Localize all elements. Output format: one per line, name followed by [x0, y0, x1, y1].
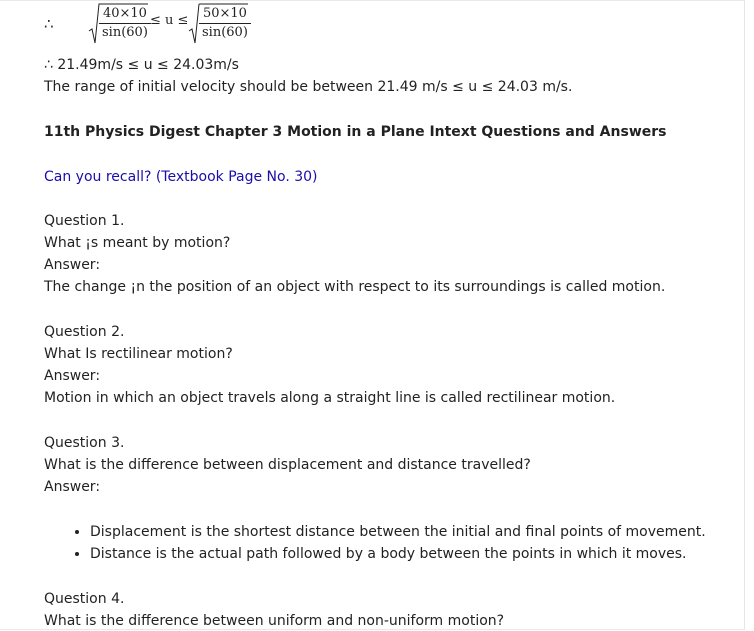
top-divider — [0, 0, 744, 1]
left-numerator: 40×10 — [102, 6, 147, 21]
question-3-label: Question 3. — [44, 435, 125, 451]
question-2-label: Question 2. — [44, 324, 125, 340]
list-item: • Distance is the actual path followed by a body between the points in which it moves. — [90, 543, 706, 565]
left-root-fraction — [88, 3, 148, 45]
question-2-text: What Is rectilinear motion? — [44, 346, 233, 362]
right-fraction — [199, 5, 251, 42]
question-1-text: What ¡s meant by motion? — [44, 235, 231, 251]
question-3-text: What is the difference between displacement and distance travelled? — [44, 457, 531, 473]
question-3-answer-list — [70, 521, 706, 565]
question-1-answer: The change ¡n the position of an object with respect to its surroundings is called motion. — [44, 279, 666, 295]
inequality-relation: ≤ u ≤ — [150, 13, 189, 28]
therefore-symbol: ∴ — [44, 15, 54, 33]
section-heading: 11th Physics Digest Chapter 3 Motion in a Plane Intext Questions and Answers — [44, 124, 667, 140]
question-2-answer: Motion in which an object travels along a straight line is called rectilinear motion. — [44, 390, 616, 406]
right-denominator: sin(60) — [202, 25, 248, 40]
range-line: The range of initial velocity should be between 21.49 m/s ≤ u ≤ 24.03 m/s. — [44, 79, 573, 95]
question-4-text: What is the difference between uniform and non-uniform motion? — [44, 613, 505, 629]
result-line: ∴ 21.49m/s ≤ u ≤ 24.03m/s — [44, 57, 239, 73]
left-fraction — [99, 5, 151, 42]
recall-link[interactable]: Can you recall? (Textbook Page No. 30) — [44, 169, 318, 185]
question-4-label: Question 4. — [44, 591, 125, 607]
question-2-answer-label: Answer: — [44, 368, 101, 384]
question-1-label: Question 1. — [44, 213, 125, 229]
right-numerator: 50×10 — [202, 6, 247, 21]
list-item: • Displacement is the shortest distance between the initial and final points of movement. — [90, 521, 706, 543]
left-denominator: sin(60) — [102, 25, 148, 40]
question-3-answer-label: Answer: — [44, 479, 101, 495]
question-1-answer-label: Answer: — [44, 257, 101, 273]
right-root-fraction — [188, 3, 248, 45]
